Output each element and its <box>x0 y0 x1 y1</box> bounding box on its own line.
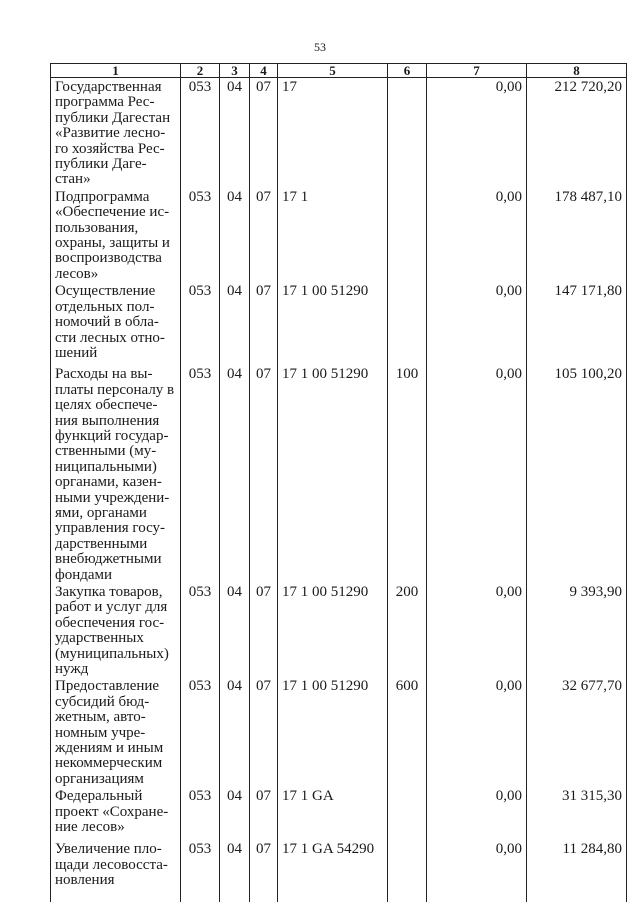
cell-expense-type <box>388 188 427 282</box>
budget-table <box>50 63 627 902</box>
cell-amount: 32 677,70 <box>527 677 627 787</box>
cell-code-3: 04 <box>220 787 250 840</box>
page-number: 53 <box>314 40 326 54</box>
cell-target-article: 17 1 00 51290 <box>278 365 388 583</box>
cell-code-2: 053 <box>181 188 220 282</box>
cell-target-article: 17 1 00 51290 <box>278 282 388 365</box>
cell-code-3: 04 <box>220 365 250 583</box>
cell-code-2: 053 <box>181 282 220 365</box>
row-name: Предоставление субсидий бюд- жетным, авто- номным учре- ждениям и иным некоммерческим организациям <box>51 677 181 787</box>
cell-col7: 0,00 <box>427 78 527 188</box>
cell-code-4: 07 <box>250 787 278 840</box>
cell-target-article: 17 1 00 51290 <box>278 677 388 787</box>
cell-expense-type: 100 <box>388 365 427 583</box>
cell-amount: 212 720,20 <box>527 78 627 188</box>
col-header-3: 3 <box>220 64 250 78</box>
cell-code-4: 07 <box>250 583 278 677</box>
cell-amount: 147 171,80 <box>527 282 627 365</box>
cell-code-4: 07 <box>250 840 278 902</box>
row-name: Подпрограмма «Обеспечение ис- пользования, охраны, защиты и воспроизводства лесов» <box>51 188 181 282</box>
table-row <box>51 787 627 840</box>
cell-amount: 178 487,10 <box>527 188 627 282</box>
cell-code-2: 053 <box>181 583 220 677</box>
cell-target-article: 17 1 00 51290 <box>278 583 388 677</box>
col-header-8: 8 <box>527 64 627 78</box>
cell-code-4: 07 <box>250 282 278 365</box>
cell-amount: 9 393,90 <box>527 583 627 677</box>
col-header-1: 1 <box>51 64 181 78</box>
table-row <box>51 840 627 902</box>
cell-expense-type <box>388 78 427 188</box>
table-row <box>51 583 627 677</box>
cell-code-4: 07 <box>250 188 278 282</box>
cell-code-3: 04 <box>220 282 250 365</box>
row-name: Закупка товаров, работ и услуг для обеспечения гос- ударственных (муниципальных) нужд <box>51 583 181 677</box>
cell-code-2: 053 <box>181 78 220 188</box>
cell-expense-type <box>388 787 427 840</box>
cell-col7: 0,00 <box>427 282 527 365</box>
cell-col7: 0,00 <box>427 583 527 677</box>
cell-col7: 0,00 <box>427 787 527 840</box>
cell-code-3: 04 <box>220 840 250 902</box>
row-name: Федеральный проект «Сохране- ние лесов» <box>51 787 181 840</box>
cell-target-article: 17 1 GA 54290 <box>278 840 388 902</box>
table-row <box>51 365 627 583</box>
table-row <box>51 188 627 282</box>
cell-expense-type <box>388 282 427 365</box>
cell-amount: 11 284,80 <box>527 840 627 902</box>
cell-target-article: 17 1 <box>278 188 388 282</box>
cell-code-2: 053 <box>181 787 220 840</box>
cell-expense-type <box>388 840 427 902</box>
cell-amount: 31 315,30 <box>527 787 627 840</box>
cell-code-3: 04 <box>220 78 250 188</box>
cell-code-3: 04 <box>220 677 250 787</box>
row-name: Государственная программа Рес- публики Дагестан «Развитие лесно- го хозяйства Рес- публики Даге- стан» <box>51 78 181 188</box>
cell-expense-type: 200 <box>388 583 427 677</box>
cell-col7: 0,00 <box>427 365 527 583</box>
cell-code-3: 04 <box>220 583 250 677</box>
cell-col7: 0,00 <box>427 840 527 902</box>
row-name: Увеличение пло- щади лесовосста- новления <box>51 840 181 902</box>
table-row <box>51 282 627 365</box>
col-header-5: 5 <box>278 64 388 78</box>
col-header-2: 2 <box>181 64 220 78</box>
cell-code-4: 07 <box>250 78 278 188</box>
header-row <box>51 64 627 78</box>
cell-target-article: 17 1 GA <box>278 787 388 840</box>
col-header-6: 6 <box>388 64 427 78</box>
cell-expense-type: 600 <box>388 677 427 787</box>
table-row <box>51 677 627 787</box>
col-header-7: 7 <box>427 64 527 78</box>
cell-amount: 105 100,20 <box>527 365 627 583</box>
cell-col7: 0,00 <box>427 677 527 787</box>
cell-code-4: 07 <box>250 365 278 583</box>
table-row <box>51 78 627 188</box>
cell-code-4: 07 <box>250 677 278 787</box>
col-header-4: 4 <box>250 64 278 78</box>
row-name: Осуществление отдельных пол- номочий в обла- сти лесных отно- шений <box>51 282 181 365</box>
cell-code-2: 053 <box>181 365 220 583</box>
cell-code-3: 04 <box>220 188 250 282</box>
cell-target-article: 17 <box>278 78 388 188</box>
row-name: Расходы на вы- платы персоналу в целях обеспече- ния выполнения функций государ- ственными (му- ниципальными) органами, казен- ными учреждени- ями, органами управления госу- дарственными внебюджетными фондами <box>51 365 181 583</box>
cell-code-2: 053 <box>181 677 220 787</box>
cell-col7: 0,00 <box>427 188 527 282</box>
cell-code-2: 053 <box>181 840 220 902</box>
